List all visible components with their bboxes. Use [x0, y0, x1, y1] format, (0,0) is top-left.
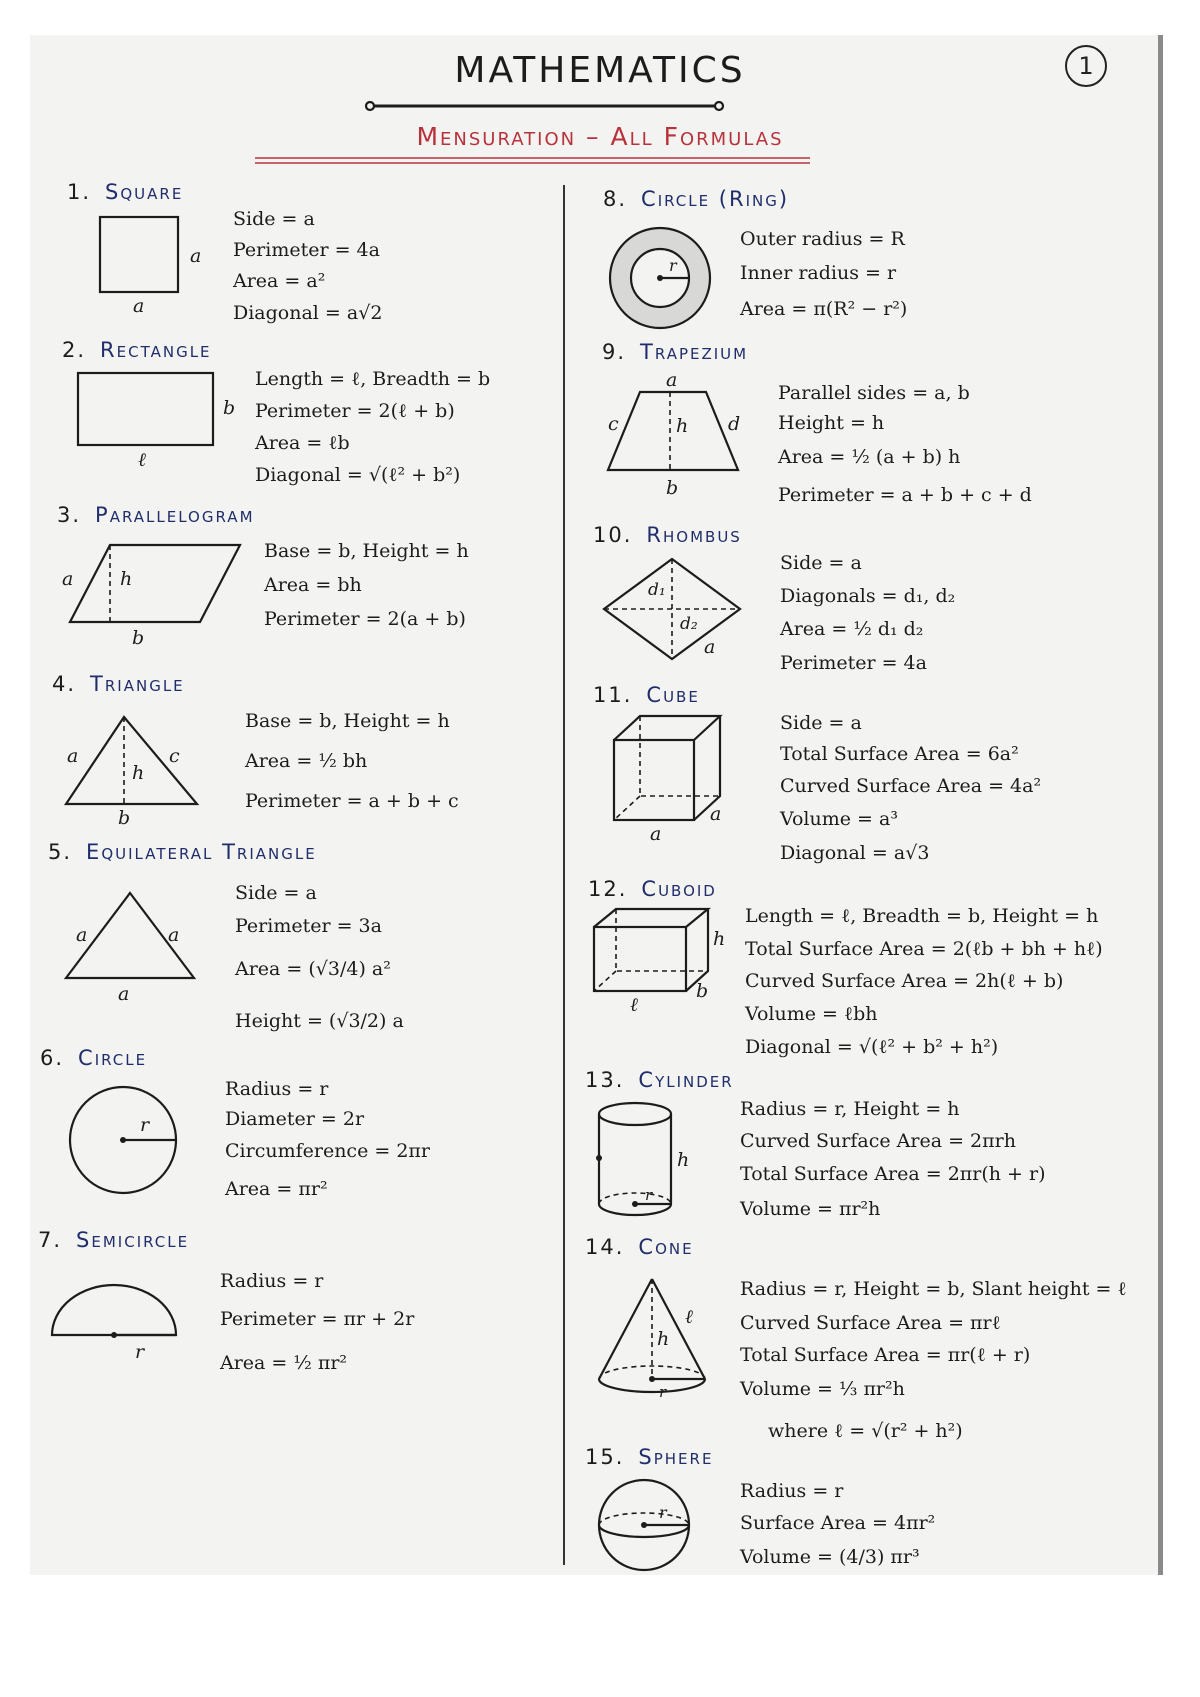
section-number: 10.	[593, 523, 633, 547]
section-heading-trapezium	[602, 340, 748, 364]
formula: Area = πr²	[225, 1178, 328, 1200]
figure-label: h	[657, 1328, 670, 1350]
formula: Length = ℓ, Breadth = b	[255, 368, 491, 390]
figure-label: h	[120, 568, 133, 590]
formula: Volume = ℓbh	[745, 1003, 878, 1025]
formula: Perimeter = a + b + c + d	[778, 484, 1032, 506]
figure-label: r	[135, 1341, 145, 1363]
formula: Base = b, Height = h	[264, 540, 469, 562]
figure-label: r	[659, 1383, 667, 1401]
formula: Radius = r, Height = b, Slant height = ℓ	[740, 1278, 1127, 1300]
section-number: 8.	[603, 187, 628, 211]
sphere-figure	[597, 1478, 697, 1578]
section-heading-cube	[593, 683, 700, 707]
formula: Radius = r	[220, 1270, 324, 1292]
formula: Circumference = 2πr	[225, 1140, 430, 1162]
formula: Area = ½ d₁ d₂	[780, 618, 924, 640]
section-name: Cylinder	[638, 1068, 734, 1092]
section-name: Sphere	[638, 1445, 714, 1469]
section-heading-cuboid	[588, 877, 717, 901]
figure-label: b	[132, 627, 145, 649]
section-number: 9.	[602, 340, 627, 364]
section-heading-circle	[40, 1046, 147, 1070]
ring-figure	[607, 225, 717, 335]
section-name: Parallelogram	[95, 503, 255, 527]
formula: Length = ℓ, Breadth = b, Height = h	[745, 905, 1099, 927]
formula: Side = a	[235, 882, 317, 904]
formula: Perimeter = 2(ℓ + b)	[255, 400, 455, 422]
formula: Curved Surface Area = 2πrh	[740, 1130, 1016, 1152]
figure-label: a	[190, 245, 202, 267]
formula: Area = (√3/4) a²	[235, 958, 391, 980]
figure-label: a	[168, 924, 180, 946]
formula: Perimeter = 4a	[780, 652, 927, 674]
section-name: Rhombus	[646, 523, 742, 547]
column-divider	[563, 185, 565, 1565]
formula: Base = b, Height = h	[245, 710, 450, 732]
figure-label: h	[677, 1149, 690, 1171]
figure-label: b	[666, 477, 679, 499]
formula: Total Surface Area = 6a²	[780, 743, 1019, 765]
formula: Surface Area = 4πr²	[740, 1512, 936, 1534]
figure-label: a	[666, 369, 678, 391]
section-name: Semicircle	[76, 1228, 190, 1252]
section-number: 1.	[67, 180, 92, 204]
formula: Diagonal = √(ℓ² + b² + h²)	[745, 1036, 999, 1058]
cone-figure	[595, 1275, 710, 1405]
figure-label: d	[728, 413, 741, 435]
figure-label: h	[713, 928, 726, 950]
figure-label: r	[669, 256, 677, 275]
subtitle-underline	[255, 156, 815, 166]
section-number: 11.	[593, 683, 633, 707]
section-name: Equilateral Triangle	[86, 840, 317, 864]
section-number: 13.	[585, 1068, 625, 1092]
section-number: 7.	[38, 1228, 63, 1252]
formula: Curved Surface Area = πrℓ	[740, 1312, 1001, 1334]
formula: Inner radius = r	[740, 262, 897, 284]
formula: Radius = r, Height = h	[740, 1098, 960, 1120]
equilateral-triangle-figure	[62, 888, 212, 1003]
section-number: 12.	[588, 877, 628, 901]
figure-label: d₁	[648, 580, 666, 600]
formula: Total Surface Area = πr(ℓ + r)	[740, 1344, 1031, 1366]
formula: Diagonals = d₁, d₂	[780, 585, 956, 607]
formula: Volume = ⅓ πr²h	[740, 1378, 905, 1400]
figure-label: a	[133, 295, 145, 317]
figure-label: b	[696, 980, 709, 1002]
formula: Volume = πr²h	[740, 1198, 881, 1220]
section-number: 4.	[52, 672, 77, 696]
formula: Perimeter = 3a	[235, 915, 382, 937]
formula: Area = a²	[233, 270, 326, 292]
formula: Curved Surface Area = 2h(ℓ + b)	[745, 970, 1064, 992]
figure-label: c	[169, 745, 180, 767]
section-name: Cuboid	[641, 877, 717, 901]
figure-label: ℓ	[138, 449, 146, 471]
figure-label: a	[704, 636, 716, 658]
section-heading-parallelogram	[57, 503, 255, 527]
figure-label: a	[62, 568, 74, 590]
section-number: 5.	[48, 840, 73, 864]
section-number: 2.	[62, 338, 87, 362]
formula: Volume = a³	[780, 808, 898, 830]
section-heading-semicircle	[38, 1228, 189, 1252]
figure-label: a	[650, 823, 662, 845]
section-name: Square	[105, 180, 184, 204]
formula: Perimeter = a + b + c	[245, 790, 459, 812]
figure-label: h	[132, 762, 145, 784]
figure-label: a	[118, 983, 130, 1005]
formula: Diagonal = a√3	[780, 842, 930, 864]
section-heading-rectangle	[62, 338, 212, 362]
section-name: Circle (Ring)	[641, 187, 790, 211]
formula: Perimeter = πr + 2r	[220, 1308, 415, 1330]
figure-label: a	[76, 924, 88, 946]
figure-label: ℓ	[630, 994, 638, 1016]
formula: Area = π(R² − r²)	[740, 298, 908, 320]
formula: Perimeter = 4a	[233, 239, 380, 261]
formula: Total Surface Area = 2(ℓb + bh + hℓ)	[745, 938, 1103, 960]
formula: Area = ½ (a + b) h	[778, 446, 961, 468]
cylinder-figure	[595, 1100, 705, 1225]
figure-label: ℓ	[685, 1306, 693, 1328]
section-name: Cone	[638, 1235, 694, 1259]
section-name: Triangle	[90, 672, 185, 696]
section-heading-equilateral-triangle	[48, 840, 317, 864]
formula: Diagonal = √(ℓ² + b²)	[255, 464, 461, 486]
section-heading-cylinder	[585, 1068, 734, 1092]
formula: Diameter = 2r	[225, 1108, 365, 1130]
trapezium-figure	[598, 370, 758, 500]
section-name: Rectangle	[100, 338, 212, 362]
formula: where ℓ = √(r² + h²)	[768, 1420, 963, 1442]
formula: Area = ½ bh	[245, 750, 368, 772]
formula: Area = ℓb	[255, 432, 350, 454]
title-underline	[365, 98, 725, 114]
rectangle-figure	[73, 368, 243, 471]
formula: Outer radius = R	[740, 228, 905, 250]
section-number: 15.	[585, 1445, 625, 1469]
figure-label: d₂	[680, 614, 698, 634]
figure-label: c	[608, 413, 619, 435]
section-name: Trapezium	[640, 340, 749, 364]
section-number: 6.	[40, 1046, 65, 1070]
figure-label: r	[645, 1186, 653, 1204]
formula: Diagonal = a√2	[233, 302, 383, 324]
section-number: 3.	[57, 503, 82, 527]
formula: Side = a	[780, 712, 862, 734]
formula: Perimeter = 2(a + b)	[264, 608, 466, 630]
circle-figure	[68, 1085, 183, 1200]
section-heading-rhombus	[593, 523, 742, 547]
formula: Area = bh	[264, 574, 362, 596]
figure-label: r	[659, 1503, 667, 1522]
formula: Height = (√3/2) a	[235, 1010, 404, 1032]
formula: Radius = r	[740, 1480, 844, 1502]
section-name: Circle	[78, 1046, 148, 1070]
page-title: MATHEMATICS	[454, 50, 746, 91]
figure-label: h	[676, 415, 689, 437]
formula: Total Surface Area = 2πr(h + r)	[740, 1163, 1046, 1185]
figure-label: b	[118, 807, 131, 829]
section-heading-square	[67, 180, 183, 204]
formula: Side = a	[233, 208, 315, 230]
formula: Height = h	[778, 412, 885, 434]
formula: Radius = r	[225, 1078, 329, 1100]
parallelogram-figure	[60, 540, 260, 650]
section-heading-triangle	[52, 672, 185, 696]
rhombus-figure	[600, 555, 750, 670]
section-heading-cone	[585, 1235, 694, 1259]
page-number: 1	[1065, 45, 1107, 87]
formula: Area = ½ πr²	[220, 1352, 348, 1374]
cube-figure	[610, 712, 745, 845]
cuboid-figure	[590, 905, 740, 1015]
section-name: Cube	[646, 683, 700, 707]
triangle-figure	[62, 712, 212, 830]
square-figure	[95, 212, 215, 317]
figure-label: b	[223, 397, 236, 419]
page-subtitle: Mensuration – All Formulas	[416, 122, 784, 151]
figure-label: r	[140, 1114, 150, 1136]
formula: Volume = (4/3) πr³	[740, 1546, 920, 1568]
figure-label: a	[710, 803, 722, 825]
formula: Curved Surface Area = 4a²	[780, 775, 1042, 797]
formula: Side = a	[780, 552, 862, 574]
figure-label: a	[67, 745, 79, 767]
semicircle-figure	[47, 1280, 217, 1363]
section-heading-sphere	[585, 1445, 713, 1469]
section-number: 14.	[585, 1235, 625, 1259]
section-heading-circle-ring	[603, 187, 789, 211]
formula: Parallel sides = a, b	[778, 382, 970, 404]
